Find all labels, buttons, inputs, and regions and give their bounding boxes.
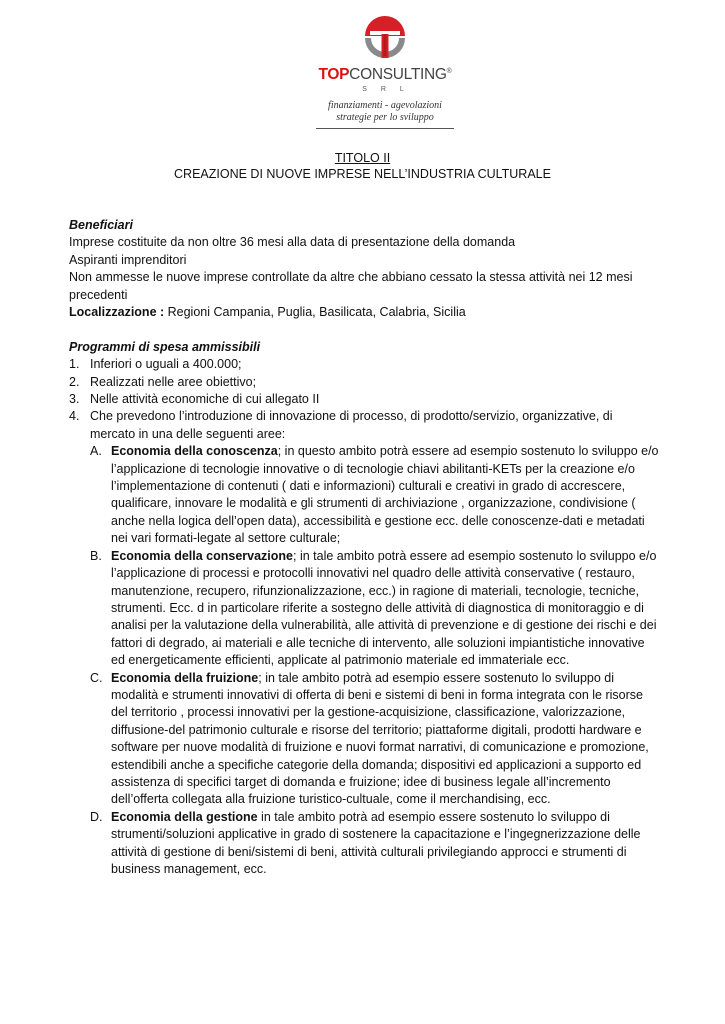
beneficiari-line: Imprese costituite da non oltre 36 mesi alla data di presentazione della domanda (69, 235, 516, 250)
area-text: ; in tale ambito potrà ad esempio essere sostenuto lo sviluppo di modalità e strumenti innovativi di offerta di beni e sistemi di beni in forma integrata con le risorse del territorio , processi innovativi per la gestione-acquisizione, classificazione, valorizzazione, diffusione-del patrimonio culturale e risorse del territorio; piattaforme digitali, prodotti hardware e software per nuove modalità di fruizione e nuovi format narrativi, di comunicazione e promozione, estendibili anche a specifiche categorie della domanda; dispositivi ed applicazioni a supporto ed assistenza di specifici target di domanda e fruizione; idee di business legale all’incremento dell’offerta collegata alla fruizione turistico-cultuale, come il merchandising, ecc. (111, 670, 649, 807)
area-text: ; in questo ambito potrà essere ad esempio sostenuto lo sviluppo e/o l’applicazione di tecnologie innovative o di tecnologie chiavi abilitanti-KETs per la creazione e/o l’implementazione di contenuti ( dati e informazioni) culturali e creativi in grado di accrescere, qualificare, innovare le modalità e gli strumenti di archiviazione , organizzazione, condivisione ( anche nella logica dell’open data), accessibilità e gestione ecc. delle conoscenze-dati e metadati nei vari formati-legate al settore culturale; (111, 444, 659, 546)
brand-rest: CONSULTING (349, 66, 447, 83)
tagline-line-2: strategie per lo sviluppo (336, 112, 434, 123)
list-item (69, 356, 659, 373)
area-title: Economia della conservazione (111, 548, 294, 563)
area-title: Economia della conoscenza (111, 444, 278, 459)
brand-srl: SRL (362, 86, 418, 93)
area-letter: B. (90, 548, 102, 563)
brand-tagline (300, 100, 470, 124)
area-item (69, 443, 659, 547)
area-text: in tale ambito potrà ad esempio essere sostenuto lo sviluppo di strumenti/soluzioni applicative in grado di sostenere la capacitazione e l’ingegnerizzazione delle attività di gestione di beni/sistemi di beni, attività culturali privilegiando approcci e strumenti di business management, ecc. (111, 809, 641, 877)
area-letter: D. (90, 809, 103, 824)
list-number: 1. (69, 357, 80, 372)
list-item (69, 408, 659, 443)
company-logo (300, 12, 470, 129)
tagline-line-1: finanziamenti - agevolazioni (328, 100, 442, 111)
list-number: 2. (69, 374, 80, 389)
area-letter: C. (90, 670, 103, 685)
list-item (69, 391, 659, 408)
beneficiari-line: Aspiranti imprenditori (69, 252, 187, 267)
list-text: Che prevedono l’introduzione di innovazione di processo, di prodotto/servizio, organizzative, di mercato in una delle seguenti aree: (90, 409, 613, 441)
localizzazione-label: Localizzazione : (69, 305, 165, 320)
aree-list (69, 443, 659, 878)
list-text: Nelle attività economiche di cui allegato II (90, 392, 320, 407)
tagline-divider (316, 128, 454, 129)
area-title: Economia della gestione (111, 809, 258, 824)
document-title (0, 150, 725, 182)
list-number: 3. (69, 392, 80, 407)
brand-reg: ® (446, 67, 452, 75)
area-title: Economia della fruizione (111, 670, 259, 685)
list-number: 4. (69, 409, 80, 424)
beneficiari-heading: Beneficiari (69, 218, 133, 232)
title-line-1: TITOLO II (334, 151, 391, 165)
document-body (69, 217, 659, 878)
localizzazione (69, 304, 659, 321)
brand-name (300, 66, 470, 84)
area-text: ; in tale ambito potrà essere ad esempio sostenuto lo sviluppo e/o l’applicazione di processi e protocolli innovativi nel quadro delle attività conservative ( restauro, manutenzione, recupero, rifunzionalizzazione, ecc.) in ragione di materiali, tecnologie, tecniche, strumenti. Ecc. d in particolare riferite a sostegno delle attività di diagnostica di monitoraggio e di analisi per la valutazione della vulnerabilità, alle attività di prevenzione e di gestione dei rischi e dei fattori di degrado, ai materiali e alle tecniche di intervento, alle soluzioni impiantistiche innovative ed energeticamente efficienti, applicate al patrimonio materiale ed immateriale ecc. (111, 548, 657, 668)
title-line-2: CREAZIONE DI NUOVE IMPRESE NELL’INDUSTRIA CULTURALE (174, 167, 551, 181)
beneficiari-line: Non ammesse le nuove imprese controllate da altre che abbiano cessato la stessa attività nei 12 mesi precedenti (69, 270, 633, 302)
list-text: Inferiori o uguali a 400.000; (90, 357, 242, 372)
programmi-list (69, 356, 659, 443)
programmi-heading: Programmi di spesa ammissibili (69, 339, 261, 354)
localizzazione-value: Regioni Campania, Puglia, Basilicata, Calabria, Sicilia (164, 305, 466, 320)
list-text: Realizzati nelle aree obiettivo; (90, 374, 257, 389)
area-letter: A. (90, 444, 102, 459)
brand-top: TOP (318, 66, 350, 83)
logo-mark-icon (361, 12, 409, 64)
area-item (69, 670, 659, 809)
area-item (69, 809, 659, 879)
area-item (69, 548, 659, 670)
list-item (69, 374, 659, 391)
